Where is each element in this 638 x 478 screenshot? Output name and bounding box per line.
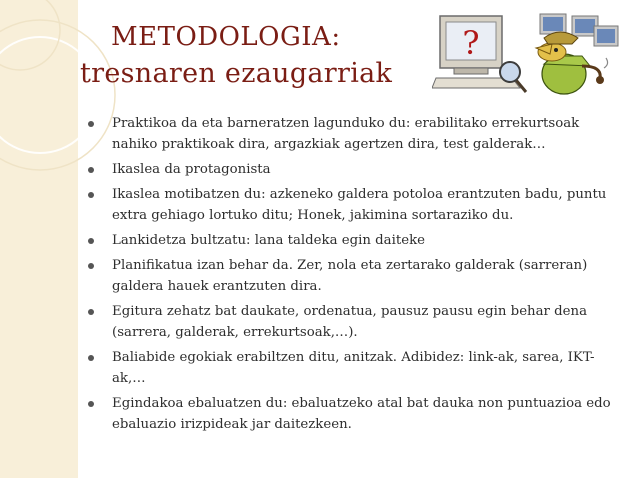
bullet-dot-icon <box>88 167 94 173</box>
list-item <box>86 301 614 343</box>
bullet-dot-icon <box>88 263 94 269</box>
bullet-dot-icon <box>88 355 94 361</box>
bullet-text: Ikaslea da protagonista <box>112 162 271 177</box>
list-item <box>86 184 614 226</box>
bullet-text: Egitura zehatz bat daukate, ordenatua, pausuz pausu egin behar dena (sarrera, galderak, errekurtsoak,…). <box>112 304 588 340</box>
list-item <box>86 159 614 180</box>
bullet-list <box>86 113 614 439</box>
bullet-dot-icon <box>88 238 94 244</box>
bullet-text: Praktikoa da eta barneratzen lagunduko du: erabilitako errekurtsoak nahiko praktikoak dira, argazkiak agertzen dira, test galderak… <box>112 116 580 152</box>
list-item <box>86 113 614 155</box>
bullet-text: Ikaslea motibatzen du: azkeneko galdera potoloa erantzuten badu, puntu extra gehiago lortuko ditu; Honek, jakimina sortaraziko du. <box>112 187 607 223</box>
bullet-dot-icon <box>88 192 94 198</box>
list-item <box>86 255 614 297</box>
slide-title: METODOLOGIA: <box>111 22 341 52</box>
bullet-dot-icon <box>88 309 94 315</box>
list-item <box>86 230 614 251</box>
list-item <box>86 393 614 435</box>
bullet-text: Planifikatua izan behar da. Zer, nola eta zertarako galderak (sarreran) galdera hauek erantzuten dira. <box>112 258 588 294</box>
bullet-dot-icon <box>88 121 94 127</box>
slide-subtitle: tresnaren ezaugarriak <box>80 58 393 89</box>
bullet-text: Lankidetza bultzatu: lana taldeka egin daiteke <box>112 233 426 248</box>
bullet-text: Baliabide egokiak erabiltzen ditu, anitzak. Adibidez: link-ak, sarea, IKT-ak,… <box>112 350 595 386</box>
bullet-text: Egindakoa ebaluatzen du: ebaluatzeko atal bat dauka non puntuazioa edo ebaluazio irizpideak jar daitezkeen. <box>112 396 611 432</box>
question-mark-text: ? <box>462 24 480 62</box>
detective-computer-question-icon <box>432 8 622 98</box>
bullet-dot-icon <box>88 401 94 407</box>
list-item <box>86 347 614 389</box>
